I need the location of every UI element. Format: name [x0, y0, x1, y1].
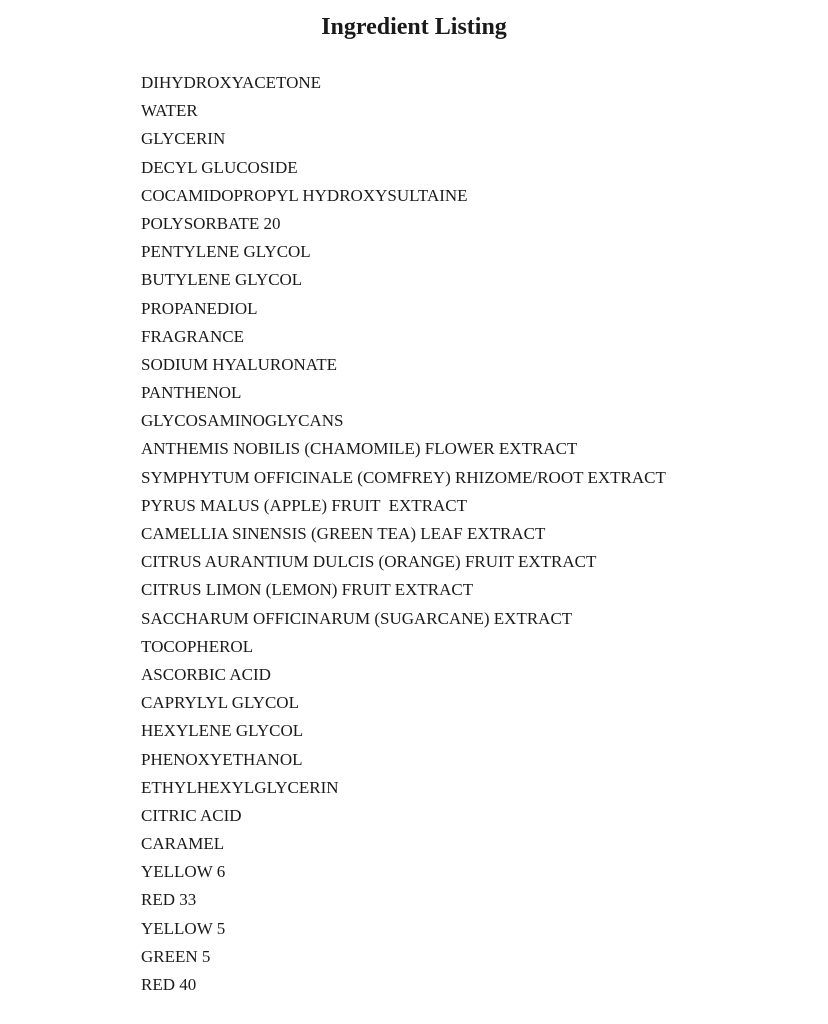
ingredient-item: PYRUS MALUS (APPLE) FRUIT EXTRACT [141, 495, 468, 515]
ingredient-item: POLYSORBATE 20 [141, 213, 281, 233]
ingredient-item: CITRUS AURANTIUM DULCIS (ORANGE) FRUIT EXTRACT [141, 552, 597, 572]
ingredient-item: GREEN 5 [141, 946, 211, 966]
ingredient-item: ASCORBIC ACID [141, 664, 271, 684]
ingredient-item: SYMPHYTUM OFFICINALE (COMFREY) RHIZOME/ROOT EXTRACT [141, 467, 666, 487]
ingredient-item: ETHYLHEXYLGLYCERIN [141, 777, 339, 797]
ingredient-item: RED 40 [141, 975, 197, 994]
ingredient-item: GLYCOSAMINOGLYCANS [141, 411, 344, 431]
ingredient-item: CAPRYLYL GLYCOL [141, 693, 299, 713]
ingredient-item: YELLOW 6 [141, 862, 226, 882]
ingredient-item: DIHYDROXYACETONE [141, 73, 322, 92]
ingredient-item: PENTYLENE GLYCOL [141, 242, 311, 262]
ingredient-item: GLYCERIN [141, 129, 226, 149]
ingredient-item: CITRUS LIMON (LEMON) FRUIT EXTRACT [141, 580, 474, 600]
ingredient-item: PROPANEDIOL [141, 298, 258, 318]
ingredient-list [141, 69, 666, 999]
ingredient-item: CAMELLIA SINENSIS (GREEN TEA) LEAF EXTRACT [141, 524, 546, 543]
ingredient-item: DECYL GLUCOSIDE [141, 157, 298, 177]
ingredient-item: RED 33 [141, 890, 197, 910]
page-title: Ingredient Listing [321, 14, 507, 40]
ingredient-item: FRAGRANCE [141, 326, 244, 346]
ingredient-item: HEXYLENE GLYCOL [141, 721, 304, 741]
ingredient-item: YELLOW 5 [141, 918, 226, 938]
ingredient-item: TOCOPHEROL [141, 636, 254, 656]
ingredient-item: SACCHARUM OFFICINARUM (SUGARCANE) EXTRACT [141, 608, 573, 628]
ingredient-item: WATER [141, 101, 198, 121]
ingredient-item: CITRIC ACID [141, 805, 242, 825]
ingredient-item: BUTYLENE GLYCOL [141, 270, 303, 290]
ingredient-item: PANTHENOL [141, 383, 242, 403]
ingredient-item: ANTHEMIS NOBILIS (CHAMOMILE) FLOWER EXTRACT [141, 439, 578, 459]
ingredient-item: SODIUM HYALURONATE [141, 354, 337, 374]
ingredient-item: PHENOXYETHANOL [141, 749, 303, 769]
ingredient-item: COCAMIDOPROPYL HYDROXYSULTAINE [141, 185, 468, 205]
ingredient-item: CARAMEL [141, 834, 225, 854]
